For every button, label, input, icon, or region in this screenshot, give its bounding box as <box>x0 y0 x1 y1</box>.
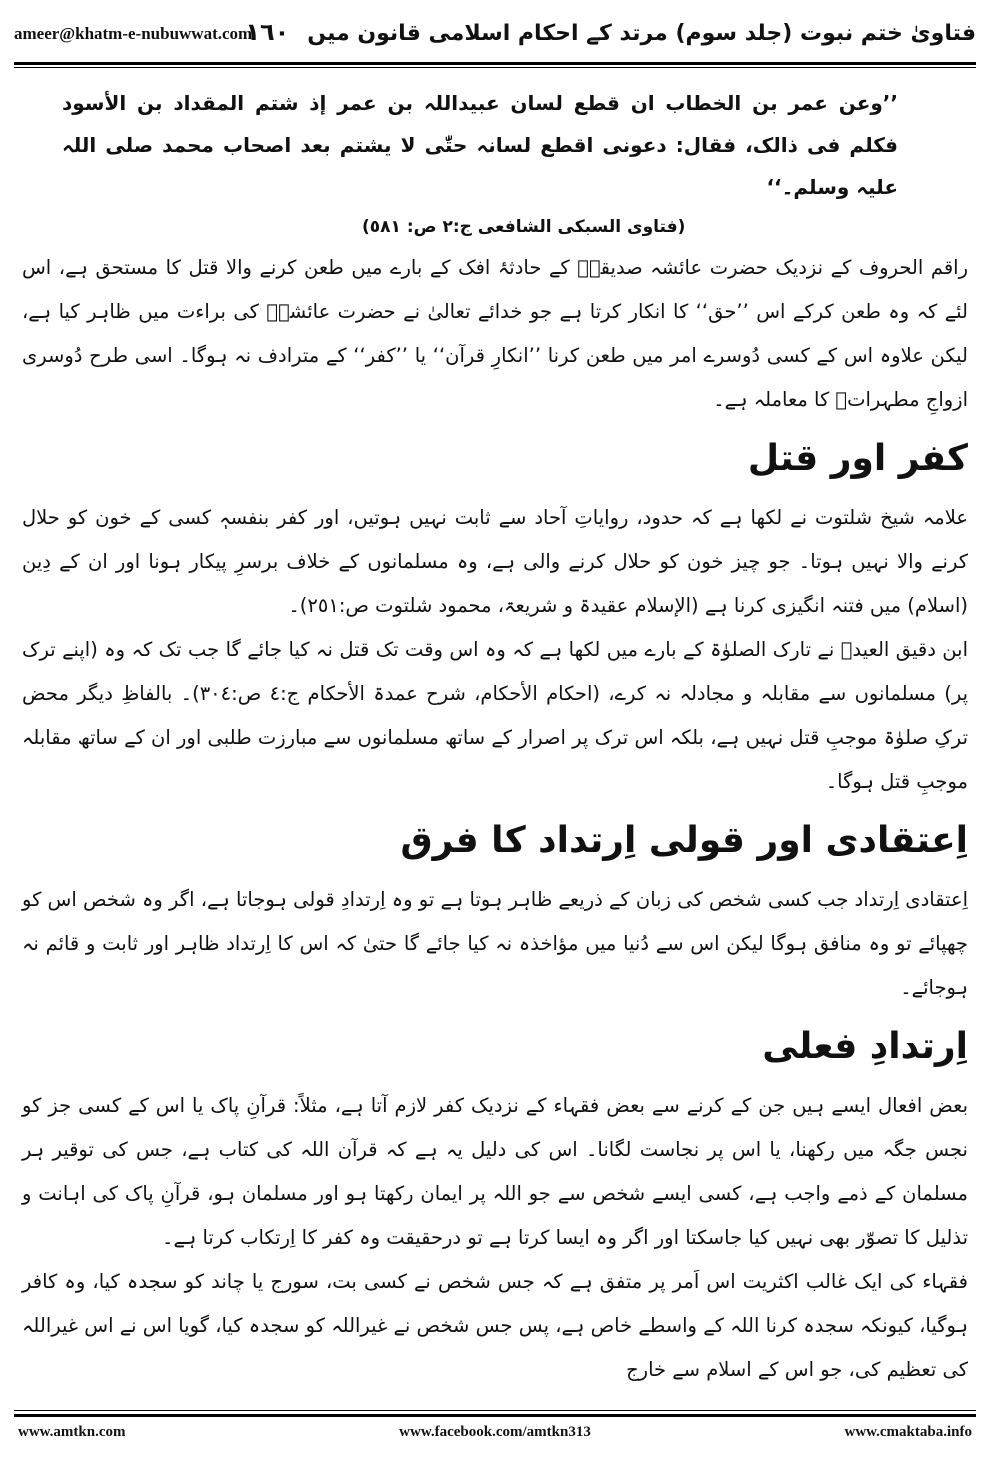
page-body <box>22 82 968 1392</box>
header-title <box>227 18 976 46</box>
header-divider <box>14 62 976 65</box>
footer-link-amtkn[interactable]: www.amtkn.com <box>18 1424 126 1440</box>
paragraph-1: راقم الحروف کے نزدیک حضرت عائشہ صدیقہؓ کے حادثۂ افک کے بارے میں طعن کرنے والا قتل کا مستحق ہے، اس لئے کہ وہ طعن کرکے اس ’’حق‘‘ کا انکار کرتا ہے جو خدائے تعالیٰ نے حضرت عائشہؓ کی براءت میں ظاہر کیا ہے، لیکن علاوہ اس کے کسی دُوسرے امر میں طعن کرنا ’’انکارِ قرآن‘‘ یا ’’کفر‘‘ کے مترادف نہ ہوگا۔ اسی طرح دُوسری ازواجِ مطہراتؓ کا معاملہ ہے۔ <box>22 256 968 411</box>
paragraph-5: بعض افعال ایسے ہیں جن کے کرنے سے بعض فقہاء کے نزدیک کفر لازم آتا ہے، مثلاً: قرآنِ پاک یا اس کے کسی جز کو نجس جگہ میں رکھنا، یا اس پر نجاست لگانا۔ اس کی دلیل یہ ہے کہ قرآن اللہ کی کتاب ہے، جس کی توقیر ہر مسلمان کے ذمے واجب ہے، کسی ایسے شخص سے جو اللہ پر ایمان رکھتا ہو اور مسلمان ہو، قرآنِ پاک کی اہانت و تذلیل کا تصوّر بھی نہیں کیا جاسکتا اور اگر وہ ایسا کرتا ہے تو درحقیقت وہ کفر کا اِرتکاب کرتا ہے۔ <box>22 1094 968 1249</box>
header-email[interactable]: ameer@khatm-e-nubuwwat.com <box>14 24 253 43</box>
book-title: فتاویٰ ختم نبوت (جلد سوم) مرتد کے احکام اسلامی قانون میں <box>307 21 976 46</box>
header-divider-thin <box>14 67 976 68</box>
heading-kufr-aur-qatl: کفر اور قتل <box>747 438 968 479</box>
footer-link-cmaktaba[interactable]: www.cmaktaba.info <box>844 1424 972 1440</box>
footer-divider-thin <box>14 1410 976 1411</box>
page-footer <box>18 1424 972 1448</box>
paragraph-6: فقہاء کی ایک غالب اکثریت اس اَمر پر متفق ہے کہ جس شخص نے کسی بت، سورج یا چاند کو سجدہ کیا، وہ کافر ہوگیا، کیونکہ سجدہ کرنا اللہ کے واسطے خاص ہے، پس جس شخص نے غیراللہ کو سجدہ کیا، گویا اس نے اس غیراللہ کی تعظیم کی، جو اس کے اسلام سے خارج <box>22 1270 968 1381</box>
paragraph-3: ابن دقیق العیدؒ نے تارک الصلوٰۃ کے بارے میں لکھا ہے کہ وہ اس وقت تک قتل نہ کیا جائے گا جب تک کہ وہ (اپنے ترک پر) مسلمانوں سے مقابلہ و مجادلہ نہ کرے، (احکام الأحکام، شرح عمدۃ الأحکام ج:٤ ص:٣٠٤)۔ بالفاظِ دیگر محض ترکِ صلوٰۃ موجبِ قتل نہیں ہے، بلکہ اس ترک پر اصرار کے ساتھ مسلمانوں سے مبارزت طلبی اور ان کے ساتھ مقابلہ موجبِ قتل ہوگا۔ <box>22 638 969 793</box>
paragraph-2: علامہ شیخ شلتوت نے لکھا ہے کہ حدود، روایاتِ آحاد سے ثابت نہیں ہوتیں، اور کفر بنفسہٖ کسی کے خون کو حلال کرنے والا نہیں ہوتا۔ جو چیز خون کو حلال کرنے والی ہے، وہ مسلمانوں کے خلاف برسرِ پیکار ہونا اور ان کے دِین (اسلام) میں فتنہ انگیزی کرنا ہے (الإسلام عقیدۃ و شریعۃ، محمود شلتوت ص:٢٥١)۔ <box>22 506 968 617</box>
page-header <box>14 18 976 68</box>
heading-irtidad-feli: اِرتدادِ فعلی <box>762 1026 968 1067</box>
arabic-quote: ’’وعن عمر بن الخطاب ان قطع لسان عبیداللہ بن عمر إذ شتم المقداد بن الأسود فکلم فی ذالک، فقال: دعونی اقطع لسانہ حتّٰی لا یشتم بعد اصحاب محمد صلی اللہ علیہ وسلم۔‘‘ <box>62 91 898 199</box>
paragraph-4: اِعتقادی اِرتداد جب کسی شخص کی زبان کے ذریعے ظاہر ہوتا ہے تو وہ اِرتدادِ قولی ہوجاتا ہے، اگر وہ شخص اس کو چھپائے تو وہ منافق ہوگا لیکن اس سے دُنیا میں مؤاخذہ نہ کیا جائے گا حتیٰ کہ اس کا اِرتداد ظاہر اور ثابت و قائم نہ ہوجائے۔ <box>22 888 968 999</box>
page-number: ١٦٠ <box>245 18 290 46</box>
quote-reference: (فتاوی السبکی الشافعی ج:٢ ص: ٥٨١) <box>362 217 686 237</box>
heading-irtidad-farq: اِعتقادی اور قولی اِرتداد کا فرق <box>400 820 968 861</box>
footer-divider <box>14 1414 976 1417</box>
footer-link-facebook[interactable]: www.facebook.com/amtkn313 <box>399 1424 591 1440</box>
